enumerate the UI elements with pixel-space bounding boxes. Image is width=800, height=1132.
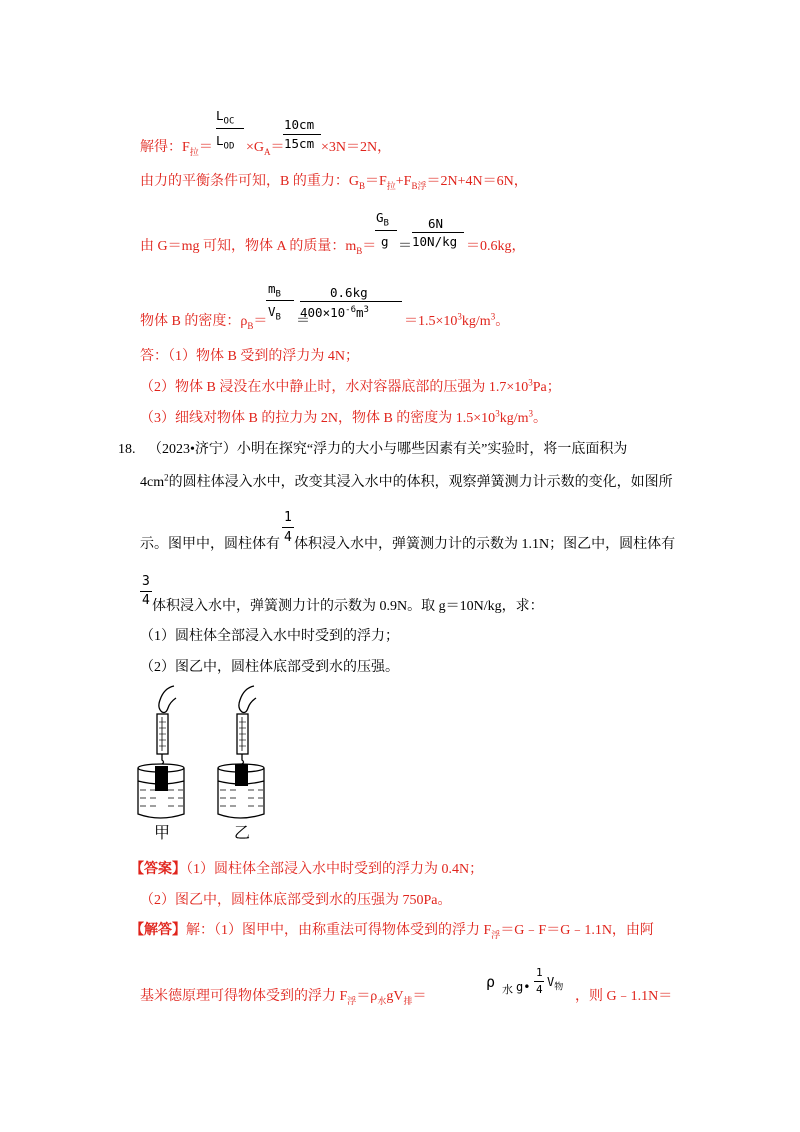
fraction-10cm: 10cm — [284, 117, 315, 132]
fraction-mb: $m_B$ — [268, 281, 281, 300]
fraction-loc-lod-denominator: $L_{OD}$ — [216, 133, 235, 152]
fraction-one-quarter-num: 1 — [284, 510, 292, 525]
fraction-bar — [534, 981, 544, 982]
solution-line-1-tail: ×3N＝2N， — [321, 140, 392, 155]
cylinder-jia — [155, 766, 168, 791]
question-2: （2）图乙中，圆柱体底部受到水的压强。 — [140, 660, 399, 675]
figure-label-jia: 甲 — [154, 823, 171, 842]
problem-number: 18. — [118, 442, 136, 457]
fraction-three-quarter-den: 4 — [142, 593, 150, 608]
fraction-bar — [140, 591, 152, 592]
fraction-10n-kg: 10N/kg — [412, 234, 458, 249]
problem-line-3: 示。图甲中，圆柱体有 — [140, 537, 280, 552]
fraction-6n: 6N — [428, 216, 444, 231]
equals: ＝ — [398, 239, 412, 254]
fraction-15cm: 15cm — [284, 136, 315, 151]
times-ga: $\times G_A=$ — [246, 140, 285, 157]
solution-line: 【解答】解：（1）图甲中，由称重法可得物体受到的浮力 $F_浮=G﹣F=G﹣1.1N$，由阿 — [130, 923, 654, 940]
fraction-g: g — [381, 234, 389, 249]
figure-label-yi: 乙 — [234, 823, 251, 842]
fraction-bar — [412, 232, 464, 233]
fraction-bar — [216, 128, 244, 129]
solution-line-3: 由 G＝mg 可知，物体 A 的质量：$m_B=$ — [140, 239, 377, 256]
answer-1: 答：（1）物体 B 受到的浮力为 4N； — [140, 349, 359, 364]
solution-line-2-tail: ，则 G﹣1.1N＝ — [575, 989, 673, 1004]
formula-rho-water: ρ — [486, 973, 496, 991]
fraction-bar — [300, 301, 402, 302]
fraction-bar — [266, 300, 294, 301]
fraction-0-6kg: 0.6kg — [330, 285, 368, 300]
fraction-three-quarter-num: 3 — [142, 574, 150, 589]
fraction-vb: $V_B$ — [268, 304, 281, 323]
fraction-bar — [375, 230, 397, 231]
answer-line-2: （2）图乙中，圆柱体底部受到水的压强为 750Pa。 — [140, 893, 452, 908]
solution-line-2: 基米德原理可得物体受到的浮力 $F_浮=\rho_水gV_排=$ — [140, 989, 427, 1006]
solution-line-4-tail: $=1.5\times 10^3kg/m^3$。 — [404, 311, 510, 329]
answer-2: （2）物体 B 浸没在水中静止时，水对容器底部的压强为 $1.7\times 10^3Pa$； — [140, 377, 561, 395]
problem-line-3b: 体积浸入水中，弹簧测力计的示数为 1.1N；图乙中，圆柱体有 — [294, 537, 676, 552]
spring-scale-figure — [130, 684, 290, 846]
formula-frac-den: 4 — [536, 983, 543, 996]
solution-line-4: 物体 B 的密度：$\rho_B=$ — [140, 314, 268, 331]
answer-tag: 【答案】 — [130, 862, 186, 877]
formula-frac-num: 1 — [536, 966, 543, 979]
solution-tag: 【解答】 — [130, 923, 186, 938]
formula-water-sub: 水 — [502, 983, 513, 996]
fraction-one-quarter-den: 4 — [284, 530, 292, 545]
setup-yi — [218, 686, 264, 818]
fraction-gb: $G_B$ — [376, 210, 389, 229]
cylinder-yi — [235, 764, 248, 786]
answer-3: （3）细线对物体 B 的拉力为 2N，物体 B 的密度为 $1.5\times 10^3kg/m^3$。 — [140, 408, 547, 426]
setup-jia — [138, 686, 184, 818]
solution-line-2: 由力的平衡条件可知，B 的重力：$G_B=F_拉+F_{B浮}=2N+4N=6N$， — [140, 174, 528, 191]
fraction-volume: $400\times 10^{-6}m^3$ — [300, 304, 369, 320]
fraction-bar — [282, 527, 294, 528]
solution-line-3-tail: ＝0.6kg， — [466, 239, 526, 254]
formula-v: $V_物$ — [547, 975, 564, 993]
solution-line-1: 解得：$F_拉=$ — [140, 140, 213, 157]
equals: ＝ — [296, 314, 310, 329]
problem-line-2: $4cm^2$的圆柱体浸入水中，改变其浸入水中的体积，观察弹簧测力计示数的变化，如图所 — [140, 472, 673, 490]
fraction-loc-lod-numerator: $L_{OC}$ — [216, 108, 235, 127]
question-1: （1）圆柱体全部浸入水中时受到的浮力； — [140, 629, 399, 644]
fraction-bar — [283, 134, 321, 135]
problem-line-4: 体积浸入水中，弹簧测力计的示数为 0.9N。取 g＝10N/kg，求： — [152, 599, 544, 614]
formula-g-dot: g• — [516, 980, 531, 994]
problem-line-1: （2023•济宁）小明在探究“浮力的大小与哪些因素有关”实验时，将一底面积为 — [148, 442, 628, 457]
answer-line-1: 【答案】（1）圆柱体全部浸入水中时受到的浮力为 0.4N； — [130, 862, 484, 877]
